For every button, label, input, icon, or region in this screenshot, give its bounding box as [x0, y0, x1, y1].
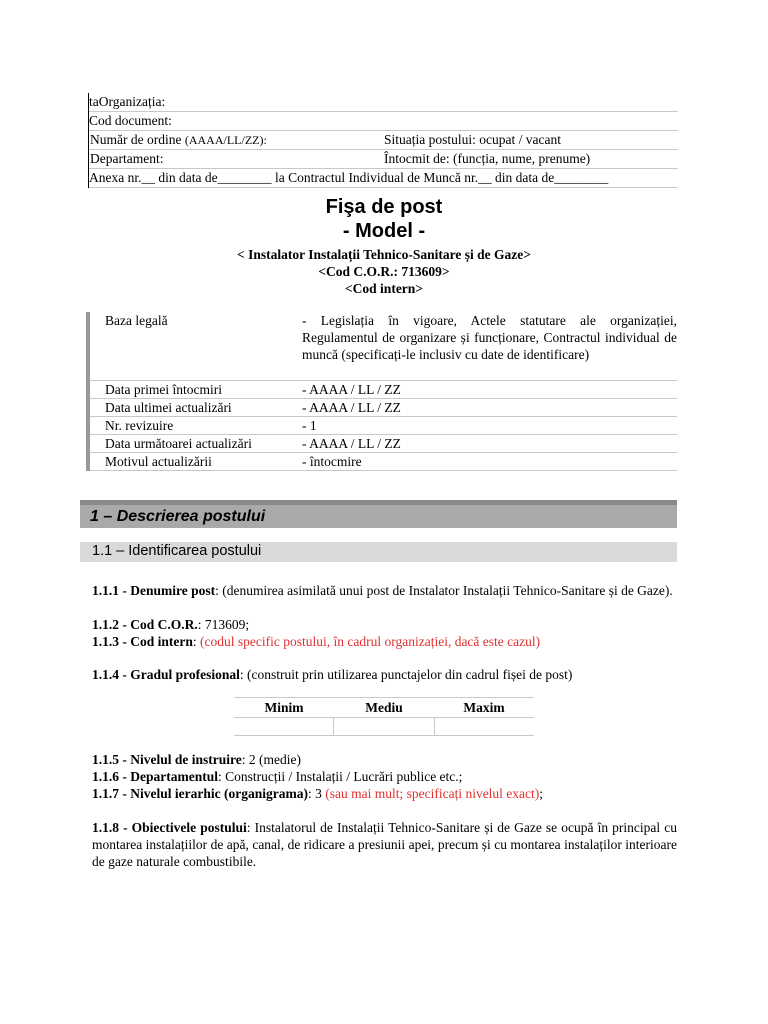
cod-intern-line: <Cod intern>: [344, 281, 423, 296]
info-value: - AAAA / LL / ZZ: [302, 436, 401, 451]
section-1-1-heading: [80, 542, 677, 562]
paragraph-1-1-7: [92, 785, 677, 802]
info-label: Nr. revizuire: [105, 418, 174, 433]
info-label: Data ultimei actualizări: [105, 400, 232, 415]
document-title: Fişa de post: [325, 196, 443, 218]
grade-cell-maxim[interactable]: [435, 718, 534, 735]
grade-header-maxim: Maxim: [463, 700, 505, 715]
item-1-1-3-label: 1.1.3 - Cod intern: [92, 634, 193, 649]
info-value: - întocmire: [302, 454, 362, 469]
situatia-postului-label: Situația postului: ocupat / vacant: [384, 132, 561, 147]
section-1-title: 1 – Descrierea postului: [90, 508, 266, 525]
item-1-1-1-label: 1.1.1 - Denumire post: [92, 583, 216, 598]
numar-ordine-cell: [89, 131, 384, 149]
item-1-1-7-label: 1.1.7 - Nivelul ierarhic (organigrama): [92, 786, 308, 801]
paragraph-1-1-6: [92, 768, 677, 785]
cod-document-label: Cod document:: [89, 113, 172, 128]
cod-cor-line: <Cod C.O.R.: 713609>: [318, 264, 450, 279]
item-1-1-4-label: 1.1.4 - Gradul profesional: [92, 667, 240, 682]
info-value: - Legislația în vigoare, Actele statutare ale organizației, Regulamentul de organizare și funcționare, Contractul individual de muncă (specificați-le inclusiv cu date de identificare): [302, 313, 677, 362]
departament-label: Departament:: [90, 151, 164, 166]
section-1-top-rule: [80, 500, 677, 505]
numar-ordine-format: (AAAA/LL/ZZ):: [184, 133, 267, 147]
info-row: [86, 399, 677, 417]
info-value: - 1: [302, 418, 317, 433]
info-value: - AAAA / LL / ZZ: [302, 400, 401, 415]
item-1-1-7-text: : 3: [307, 786, 326, 801]
item-1-1-1-text: : (denumirea asimilată unui post de Instalator Instalații Tehnico-Sanitare și de Gaze).: [215, 583, 673, 598]
item-1-1-2-label: 1.1.2 - Cod C.O.R.: [92, 617, 198, 632]
header-row-anexa: [89, 169, 678, 188]
item-1-1-7-end: ;: [539, 786, 544, 801]
header-row-organizatia: [89, 93, 678, 112]
header-row-departament: [89, 150, 678, 169]
item-1-1-7-note: (sau mai mult; specificați nivelul exact): [325, 786, 540, 801]
item-1-1-6-label: 1.1.6 - Departamentul: [92, 769, 218, 784]
grade-table-header: [234, 697, 534, 717]
item-1-1-3-sep: :: [192, 634, 201, 649]
grade-header-mediu: Mediu: [365, 700, 403, 715]
paragraph-1-1-4: [92, 666, 677, 683]
paragraph-1-1-3: [92, 633, 677, 650]
section-1-1-title: 1.1 – Identificarea postului: [92, 543, 262, 559]
info-label: Baza legală: [105, 313, 168, 328]
grade-table: [234, 697, 534, 736]
info-label: Data primei întocmiri: [105, 382, 222, 397]
anexa-label: Anexa nr.__ din data de________ la Contractul Individual de Muncă nr.__ din data de________: [89, 170, 609, 185]
paragraph-1-1-5: [92, 751, 677, 768]
header-table: [88, 93, 678, 188]
paragraph-1-1-1: [92, 582, 677, 599]
info-value: - AAAA / LL / ZZ: [302, 382, 401, 397]
info-row: [86, 381, 677, 399]
grade-table-row: [234, 717, 534, 736]
header-row-cod-document: [89, 112, 678, 131]
organizatia-label: taOrganizația:: [89, 94, 166, 109]
info-row: [86, 312, 677, 381]
item-1-1-5-label: 1.1.5 - Nivelul de instruire: [92, 752, 242, 767]
item-1-1-5-text: : 2 (medie): [241, 752, 301, 767]
info-label: Motivul actualizării: [105, 454, 212, 469]
item-1-1-8-label: 1.1.8 - Obiectivele postului: [92, 820, 247, 835]
document-subtitle-model: - Model -: [342, 220, 426, 242]
grade-header-minim: Minim: [264, 700, 304, 715]
grade-cell-mediu[interactable]: [334, 718, 434, 735]
info-row: [86, 453, 677, 471]
item-1-1-3-note: (codul specific postului, în cadrul organizației, dacă este cazul): [200, 634, 541, 649]
section-1-heading: [80, 500, 677, 528]
item-1-1-6-text: : Construcții / Instalații / Lucrări publice etc.;: [217, 769, 463, 784]
job-title-line: < Instalator Instalații Tehnico-Sanitare și de Gaze>: [237, 247, 531, 262]
info-table-side-bar: [86, 312, 90, 471]
paragraph-1-1-2: [92, 616, 677, 633]
info-row: [86, 417, 677, 435]
grade-cell-minim[interactable]: [234, 718, 334, 735]
paragraph-1-1-8: [92, 819, 677, 870]
item-1-1-4-text: : (construit prin utilizarea punctajelor din cadrul fișei de post): [239, 667, 573, 682]
intocmit-de-label: Întocmit de: (funcția, nume, prenume): [384, 151, 591, 166]
item-1-1-2-text: : 713609;: [197, 617, 250, 632]
numar-ordine-label: Număr de ordine: [90, 132, 185, 147]
info-row: [86, 435, 677, 453]
info-label: Data următoarei actualizări: [105, 436, 252, 451]
info-table: [86, 312, 677, 471]
header-row-numar-ordine: [89, 131, 678, 150]
item-1-1-8-text: : Instalatorul de Instalații Tehnico-Sanitare și de Gaze se ocupă în principal cu montarea instalațiilor de apă, canal, de ridicare a presiunii apei, precum și cu montarea instalaților interioare de gaze naturale combustibile.: [92, 820, 677, 869]
